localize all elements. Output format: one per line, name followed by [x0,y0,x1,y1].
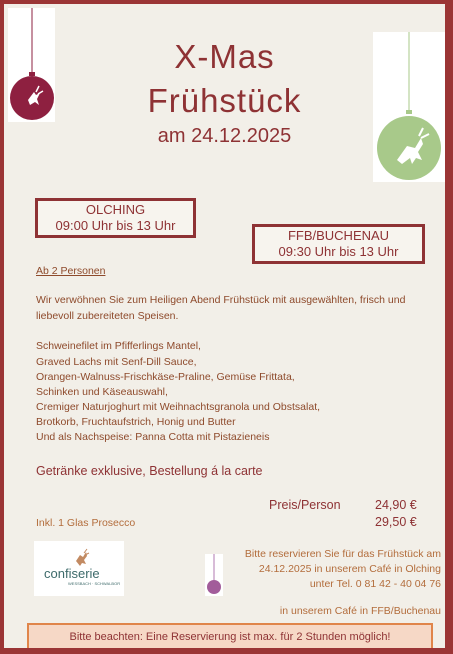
reservation-limit-banner: Bitte beachten: Eine Reservierung ist max. für 2 Stunden möglich! [27,623,433,648]
price-per-person-value: 24,90 € [375,498,417,512]
olching-hours-box [35,198,196,238]
reservation-line-3: unter Tel. 0 81 42 - 40 04 76 [309,578,441,590]
menu-item: Schweinefilet im Pfifferlings Mantel, [36,340,201,352]
drinks-note: Getränke exklusive, Bestellung á la carte [36,464,263,478]
logo-subtitle: WESSBACH · SCHWALBOR [68,581,121,586]
menu-item: Graved Lachs mit Senf-Dill Sauce, [36,356,197,368]
olching-name: OLCHING [85,202,146,217]
ffb-name: FFB/BUCHENAU [287,228,390,243]
intro-line-1: Wir verwöhnen Sie zum Heiligen Abend Frühstück mit ausgewählten, frisch und [36,294,406,306]
event-date: am 24.12.2025 [157,125,292,147]
intro-line-2: liebevoll zubereiteten Speisen. [36,310,179,322]
price-per-person-label: Preis/Person [269,498,341,512]
menu-item: Schinken und Käseauswahl, [36,386,168,398]
reservation-line-4: in unserem Café in FFB/Buchenau [279,605,441,617]
menu-item: Und als Nachspeise: Panna Cotta mit Pistazieneis [36,431,270,443]
olching-time: 09:00 Uhr bis 13 Uhr [55,218,176,233]
menu-item: Orangen-Walnuss-Frischkäse-Praline, Gemüse Frittata, [36,371,295,383]
persons-note: Ab 2 Personen [36,265,106,277]
prosecco-price-value: 29,50 € [375,515,417,529]
reservation-line-1: Bitte reservieren Sie für das Frühstück am [244,548,441,560]
ffb-hours-box [252,224,425,264]
logo-name: confiserie [44,566,100,581]
title-line-2: Frühstück [147,82,302,119]
prosecco-label: Inkl. 1 Glas Prosecco [36,517,136,529]
menu-item: Cremiger Naturjoghurt mit Weihnachtsgranola und Obstsalat, [36,401,321,413]
title-line-1: X-Mas [174,38,275,75]
ffb-time: 09:30 Uhr bis 13 Uhr [278,244,399,259]
reservation-line-2: 24.12.2025 in unserem Café in Olching [258,563,441,575]
small-ornament-image [205,554,223,596]
flyer-page [4,4,445,648]
confiserie-logo [34,541,124,596]
menu-item: Brotkorb, Fruchtaufstrich, Honig und Butter [36,416,236,428]
